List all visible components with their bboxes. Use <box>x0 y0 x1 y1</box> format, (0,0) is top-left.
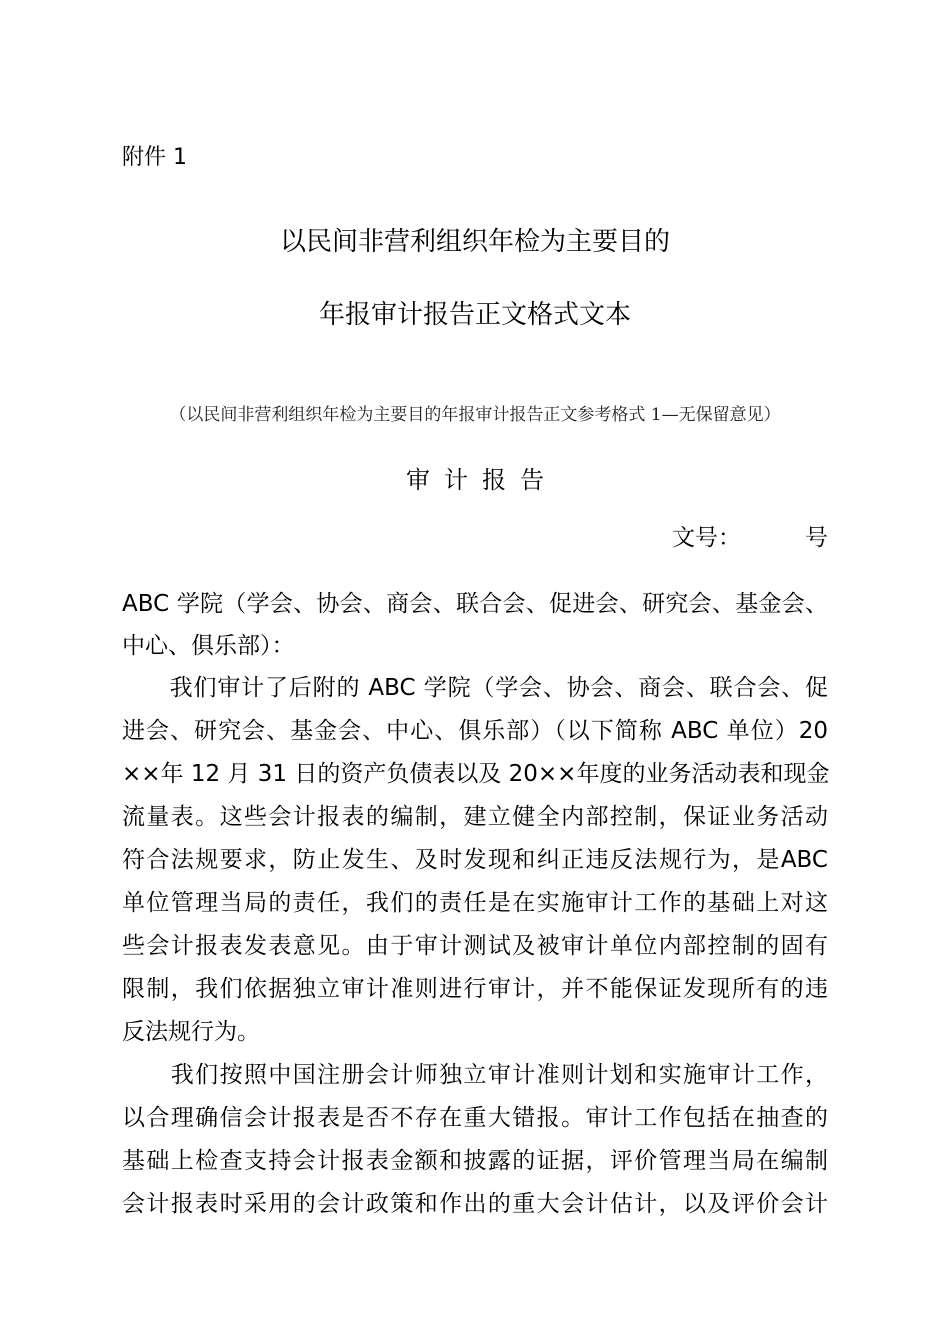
body-line: 单位管理当局的责任，我们的责任是在实施审计工作的基础上对这 <box>122 890 828 916</box>
subtitle-note: （以民间非营利组织年检为主要目的年报审计报告正文参考格式 1—无保留意见） <box>169 405 781 425</box>
document-number-label: 文号： <box>672 525 741 551</box>
body-line: 流量表。这些会计报表的编制，建立健全内部控制，保证业务活动 <box>122 804 828 830</box>
body-line: ABC 学院（学会、协会、商会、联合会、促进会、研究会、基金会、 <box>122 591 828 617</box>
attachment-label: 附件 1 <box>122 145 187 170</box>
body-line: 基础上检查支持会计报表金额和披露的证据，评价管理当局在编制 <box>122 1148 828 1174</box>
document-number-suffix: 号 <box>805 525 828 551</box>
body-line: 中心、俱乐部）： <box>122 633 295 659</box>
body-line: 我们按照中国注册会计师独立审计准则计划和实施审计工作， <box>122 1062 828 1088</box>
main-title-line-2: 年报审计报告正文格式文本 <box>318 300 631 330</box>
body-line: 我们审计了后附的 ABC 学院（学会、协会、商会、联合会、促 <box>122 675 828 701</box>
body-line: 限制，我们依据独立审计准则进行审计，并不能保证发现所有的违 <box>122 976 828 1002</box>
main-title-line-1: 以民间非营利组织年检为主要目的 <box>279 227 670 257</box>
body-line: ××年 12 月 31 日的资产负债表以及 20××年度的业务活动表和现金 <box>122 761 830 787</box>
report-title: 审计报告 <box>406 466 558 494</box>
body-line: 以合理确信会计报表是否不存在重大错报。审计工作包括在抽查的 <box>122 1105 828 1131</box>
body-line: 些会计报表发表意见。由于审计测试及被审计单位内部控制的固有 <box>122 933 828 959</box>
body-line: 符合法规要求，防止发生、及时发现和纠正违反法规行为，是ABC <box>122 847 828 873</box>
body-line: 会计报表时采用的会计政策和作出的重大会计估计，以及评价会计 <box>122 1191 828 1217</box>
body-line: 反法规行为。 <box>122 1019 260 1045</box>
body-line: 进会、研究会、基金会、中心、俱乐部）（以下简称 ABC 单位）20 <box>122 718 828 744</box>
